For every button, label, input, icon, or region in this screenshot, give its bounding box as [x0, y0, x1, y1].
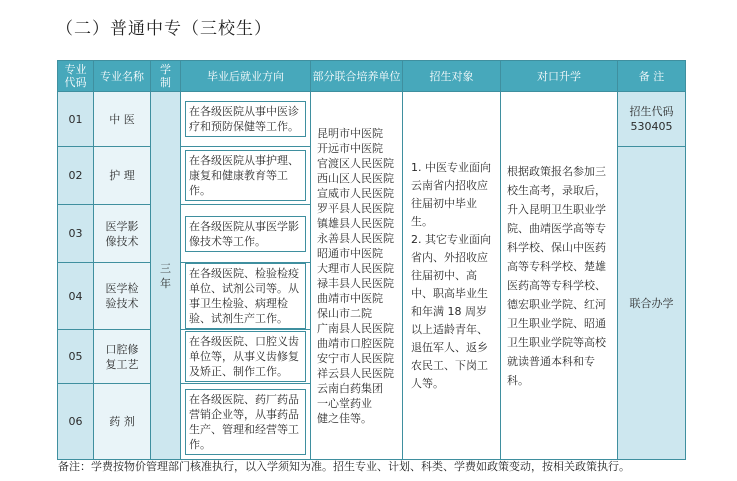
row-name: 医学影 像技术: [94, 205, 151, 263]
header-name: 专业名称: [94, 61, 151, 92]
row-employment: 在各级医院、检验检疫单位、试剂公司等。从事卫生检验、病理检验、试剂生产工作。: [185, 263, 306, 329]
row-code: 02: [58, 147, 94, 205]
row-code: 06: [58, 384, 94, 460]
page-title: （二）普通中专（三校生）: [56, 19, 272, 39]
upgrade-cell: 根据政策报名参加三校生高考，录取后，升入昆明卫生职业学院、曲靖医学高等专科学校、保山中医药高等专科学校、楚雄医药高等专科学校、德宏职业学院、红河卫生职业学院、昭通卫生职业学院等高校就读普通本科和专科。: [501, 92, 618, 460]
row-code: 05: [58, 330, 94, 384]
header-target: 招生对象: [403, 61, 501, 92]
remark-code-cell: 招生代码 530405: [618, 92, 686, 147]
row-name: 口腔修 复工艺: [94, 330, 151, 384]
row-code: 01: [58, 92, 94, 147]
table-row: [58, 92, 686, 147]
header-upgrade: 对口升学: [501, 61, 618, 92]
row-employment: 在各级医院、口腔义齿单位等，从事义齿修复及矫正、制作工作。: [185, 331, 306, 382]
joint-units-cell: 昆明市中医院 开远市中医院 官渡区人民医院 西山区人民医院 宣威市人民医院 罗平县人民医院 镇雄县人民医院 永善县人民医院 昭通市中医院 大理市人民医院 禄丰县人民医院 曲靖市中医院 保山市二院 广南县人民医院 曲靖市口腔医院 安宁市人民医院 祥云县人民医院 云南白药集团 一心堂药业 健之佳等。: [311, 92, 403, 460]
row-employment: 在各级医院从事中医诊疗和预防保健等工作。: [185, 101, 306, 137]
footnote: 备注：学费按物价管理部门核准执行，以入学须知为准。招生专业、计划、科类、学费如政策变动，按相关政策执行。: [58, 460, 630, 473]
table-header-row: [58, 61, 686, 92]
program-table: [57, 60, 686, 460]
row-employment: 在各级医院从事医学影像技术等工作。: [185, 216, 306, 252]
header-remark: 备 注: [618, 61, 686, 92]
header-code: 专业 代码: [58, 61, 94, 92]
remark-joint-cell: 联合办学: [618, 147, 686, 460]
header-units: 部分联合培养单位: [311, 61, 403, 92]
header-years: 学 制: [151, 61, 181, 92]
row-name: 医学检 验技术: [94, 263, 151, 330]
row-name: 中 医: [94, 92, 151, 147]
row-code: 03: [58, 205, 94, 263]
row-name: 护 理: [94, 147, 151, 205]
years-cell: 三 年: [151, 92, 181, 460]
row-employment: 在各级医院从事护理、康复和健康教育等工作。: [185, 150, 306, 201]
row-employment: 在各级医院、药厂药品营销企业等，从事药品生产、管理和经营等工作。: [185, 389, 306, 455]
row-code: 04: [58, 263, 94, 330]
enrollment-target-cell: 1. 中医专业面向云南省内招收应往届初中毕业生。 2. 其它专业面向省内、外招收应往届初中、高中、职高毕业生和年满 18 周岁以上适龄青年、退伍军人、返乡农民工、下岗工人等。: [403, 92, 501, 460]
header-employment: 毕业后就业方向: [181, 61, 311, 92]
row-name: 药 剂: [94, 384, 151, 460]
